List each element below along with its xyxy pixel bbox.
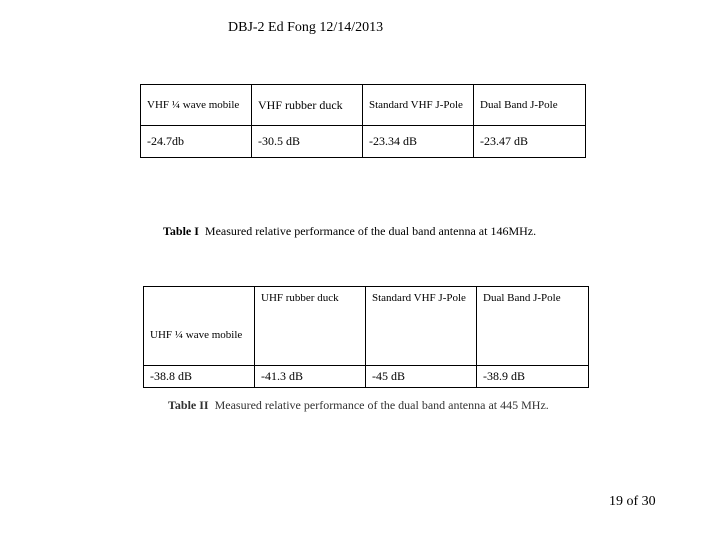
table-row xyxy=(144,366,589,388)
caption-label: Table I xyxy=(163,224,199,238)
caption-text: Measured relative performance of the dual band antenna at 445 MHz. xyxy=(214,398,549,412)
table-cell: -38.8 dB xyxy=(144,366,255,388)
table-cell: -41.3 dB xyxy=(255,366,366,388)
table-header-row xyxy=(141,85,586,126)
table-header-cell: VHF rubber duck xyxy=(252,85,363,126)
page-number: 19 of 30 xyxy=(609,494,656,509)
table-header-cell: UHF ¼ wave mobile xyxy=(144,287,255,366)
table-cell: -24.7db xyxy=(141,126,252,158)
table-header-cell: Standard VHF J-Pole xyxy=(363,85,474,126)
table-cell: -38.9 dB xyxy=(477,366,589,388)
vhf-results-table xyxy=(140,84,586,158)
table-header-cell: Standard VHF J-Pole xyxy=(366,287,477,366)
table-row xyxy=(141,126,586,158)
table-cell: -23.47 dB xyxy=(474,126,586,158)
uhf-results-table xyxy=(143,286,589,388)
caption-label: Table II xyxy=(168,398,209,412)
table-cell: -23.34 dB xyxy=(363,126,474,158)
table-cell: -30.5 dB xyxy=(252,126,363,158)
table-header-cell: UHF rubber duck xyxy=(255,287,366,366)
table2-caption xyxy=(168,398,549,413)
table1-caption xyxy=(163,224,536,239)
table-cell: -45 dB xyxy=(366,366,477,388)
table-header-cell: Dual Band J-Pole xyxy=(474,85,586,126)
table-header-cell: Dual Band J-Pole xyxy=(477,287,589,366)
slide-header: DBJ-2 Ed Fong 12/14/2013 xyxy=(228,20,384,35)
table-header-row xyxy=(144,287,589,366)
caption-text: Measured relative performance of the dual band antenna at 146MHz. xyxy=(204,224,537,238)
table-header-cell: VHF ¼ wave mobile xyxy=(141,85,252,126)
